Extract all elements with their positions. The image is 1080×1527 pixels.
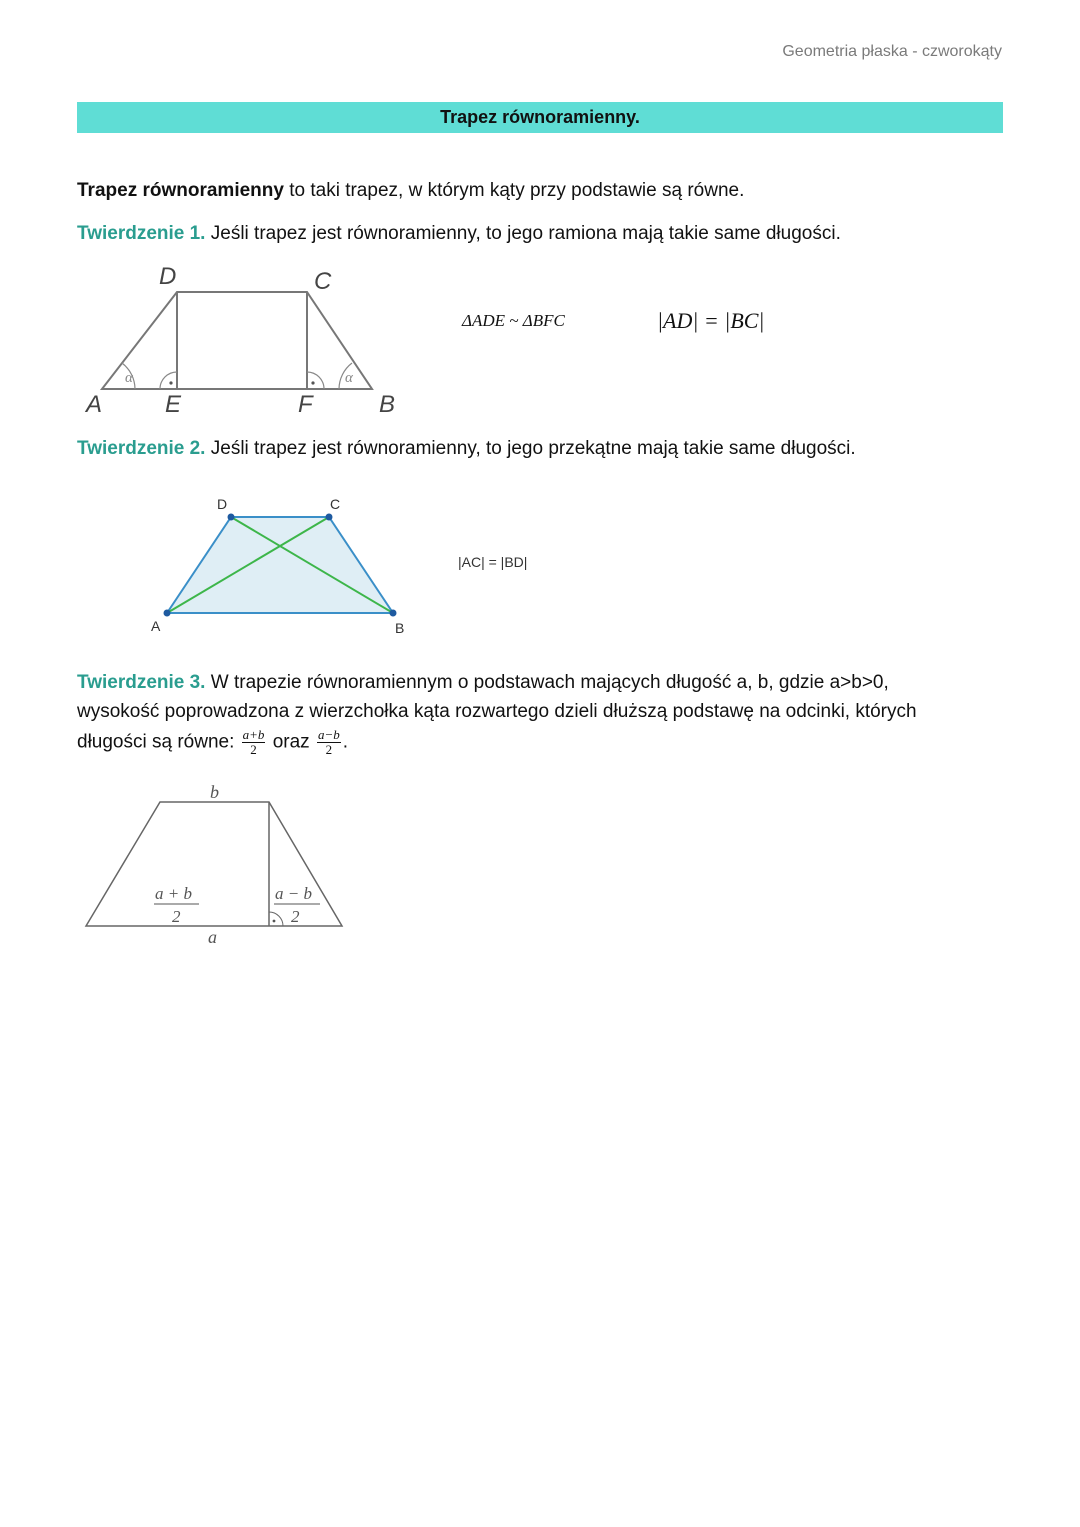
label-a: A (86, 391, 103, 418)
period: . (342, 731, 349, 753)
fraction-sum (242, 728, 266, 757)
vertex-b (390, 610, 397, 617)
theorem-1-label: Twierdzenie 1. (77, 223, 206, 244)
theorem-3-line-1 (77, 669, 889, 697)
similarity-statement: ΔADE ~ ΔBFC (462, 311, 565, 330)
angle-label-b: α (345, 370, 353, 386)
diagonals-equality: |AC| = |BD| (458, 554, 528, 570)
label-b2: B (395, 620, 405, 636)
label-base-a: a (208, 927, 217, 947)
theorem-3-line-2: wysokość poprowadzona z wierzchołka kąta rozwartego dzieli dłuższą podstawę na odcinki, których (77, 701, 917, 722)
connector-oraz: oraz (267, 731, 315, 753)
theorem-1-text: Jeśli trapez jest równoramienny, to jego ramiona mają takie same długości. (205, 223, 841, 244)
label-d2: D (217, 496, 228, 512)
right-angle-dot (273, 920, 276, 923)
right-angle-dot-e (169, 381, 172, 384)
theorem-2 (77, 435, 856, 463)
label-f: F (298, 391, 313, 418)
theorem-3-text-3: długości są równe: (77, 731, 240, 753)
fig-frac-diff-num: a − b (275, 884, 312, 903)
theorem-3-text-1: W trapezie równoramiennym o podstawach mających długość a, b, gdzie a>b>0, (205, 672, 889, 693)
trapezoid-figure-1 (80, 262, 420, 422)
label-d: D (159, 263, 177, 290)
right-angle-mark (269, 912, 283, 926)
theorem-2-label: Twierdzenie 2. (77, 438, 206, 459)
right-angle-f (307, 372, 324, 389)
page-title: Trapez równoramienny. (440, 107, 640, 127)
definition-term: Trapez równoramienny (77, 180, 284, 201)
definition-text: to taki trapez, w którym kąty przy podstawie są równe. (283, 180, 745, 201)
title-bar (77, 102, 1003, 133)
fraction-diff-num: a−b (317, 727, 340, 742)
theorem-3-label: Twierdzenie 3. (77, 672, 206, 693)
right-angle-dot-f (311, 381, 314, 384)
trapezoid-1-outline (102, 292, 372, 389)
sides-equality: |AD| = |BC| (657, 308, 765, 333)
fig-frac-sum-den: 2 (172, 907, 181, 926)
label-c: C (314, 268, 332, 295)
trapezoid-figure-2 (145, 492, 425, 642)
label-c2: C (330, 496, 341, 512)
vertex-d (228, 514, 235, 521)
trapezoid-3-outline (86, 802, 342, 926)
theorem-3-line-3 (77, 728, 348, 757)
label-e: E (165, 391, 182, 418)
angle-label-a: α (125, 370, 133, 386)
label-a2: A (151, 618, 161, 634)
trapezoid-2-fill (167, 517, 393, 613)
fig-frac-sum-num: a + b (155, 884, 192, 903)
label-b: B (379, 391, 396, 418)
vertex-a (164, 610, 171, 617)
fraction-sum-num: a+b (242, 727, 265, 742)
vertex-c (326, 514, 333, 521)
fraction-diff (317, 728, 341, 757)
definition (77, 177, 744, 205)
trapezoid-figure-3 (80, 780, 380, 950)
label-base-b: b (210, 782, 219, 802)
fraction-diff-den: 2 (325, 742, 333, 757)
theorem-1 (77, 220, 841, 248)
theorem-2-text: Jeśli trapez jest równoramienny, to jego przekątne mają takie same długości. (205, 438, 856, 459)
fig-frac-diff-den: 2 (291, 907, 300, 926)
fraction-sum-den: 2 (250, 742, 257, 757)
right-angle-e (160, 372, 177, 389)
section-header: Geometria płaska - czworokąty (782, 43, 1002, 60)
